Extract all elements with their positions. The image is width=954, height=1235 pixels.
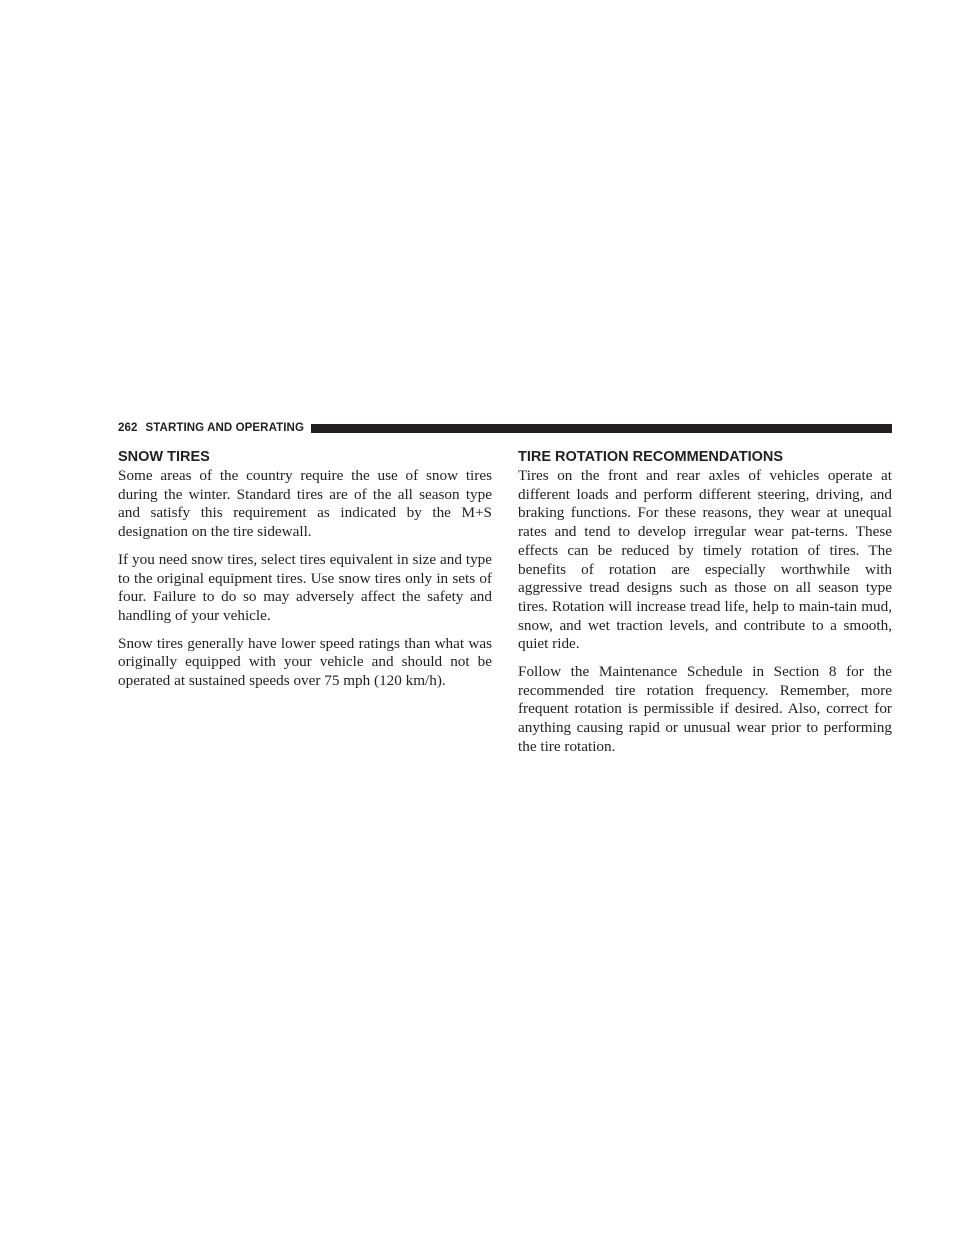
tire-rotation-paragraph-2: Follow the Maintenance Schedule in Section 8 for the recommended tire rotation frequency. Remember, more frequent rotation is permissible if desired. Also, correct for anything causing rapid or unusual wear prior to performing the tire rotation.: [518, 663, 892, 755]
header-rule: [311, 424, 892, 433]
snow-tires-paragraph-1: Some areas of the country require the use of snow tires during the winter. Standard tires are of the all season type and satisfy this requirement as indicated by the M+S designation on the tire sidewall.: [118, 467, 492, 541]
snow-tires-heading: SNOW TIRES: [118, 449, 210, 465]
snow-tires-paragraph-2: If you need snow tires, select tires equivalent in size and type to the original equipment tires. Use snow tires only in sets of four. Failure to do so may adversely affect the safety and handling of your vehicle.: [118, 550, 492, 624]
tire-rotation-heading: TIRE ROTATION RECOMMENDATIONS: [518, 449, 784, 465]
left-column: [118, 447, 492, 700]
section-title: STARTING AND OPERATING: [145, 422, 305, 434]
page-header: [118, 420, 892, 436]
snow-tires-paragraph-3: Snow tires generally have lower speed ratings than what was originally equipped with your vehicle and should not be operated at sustained speeds over 75 mph (120 km/h).: [118, 634, 492, 690]
tire-rotation-paragraph-1: Tires on the front and rear axles of vehicles operate at different loads and perform different steering, driving, and braking functions. For these reasons, they wear at unequal rates and tend to develop irregular wear pat-terns. These effects can be reduced by timely rotation of tires. The benefits of rotation are especially worthwhile with aggressive tread designs such as those on all season type tires. Rotation will increase tread life, help to main-tain mud, snow, and wet traction levels, and contribute to a smooth, quiet ride.: [518, 467, 892, 653]
right-column: [518, 447, 892, 766]
page-number: 262: [118, 422, 138, 434]
